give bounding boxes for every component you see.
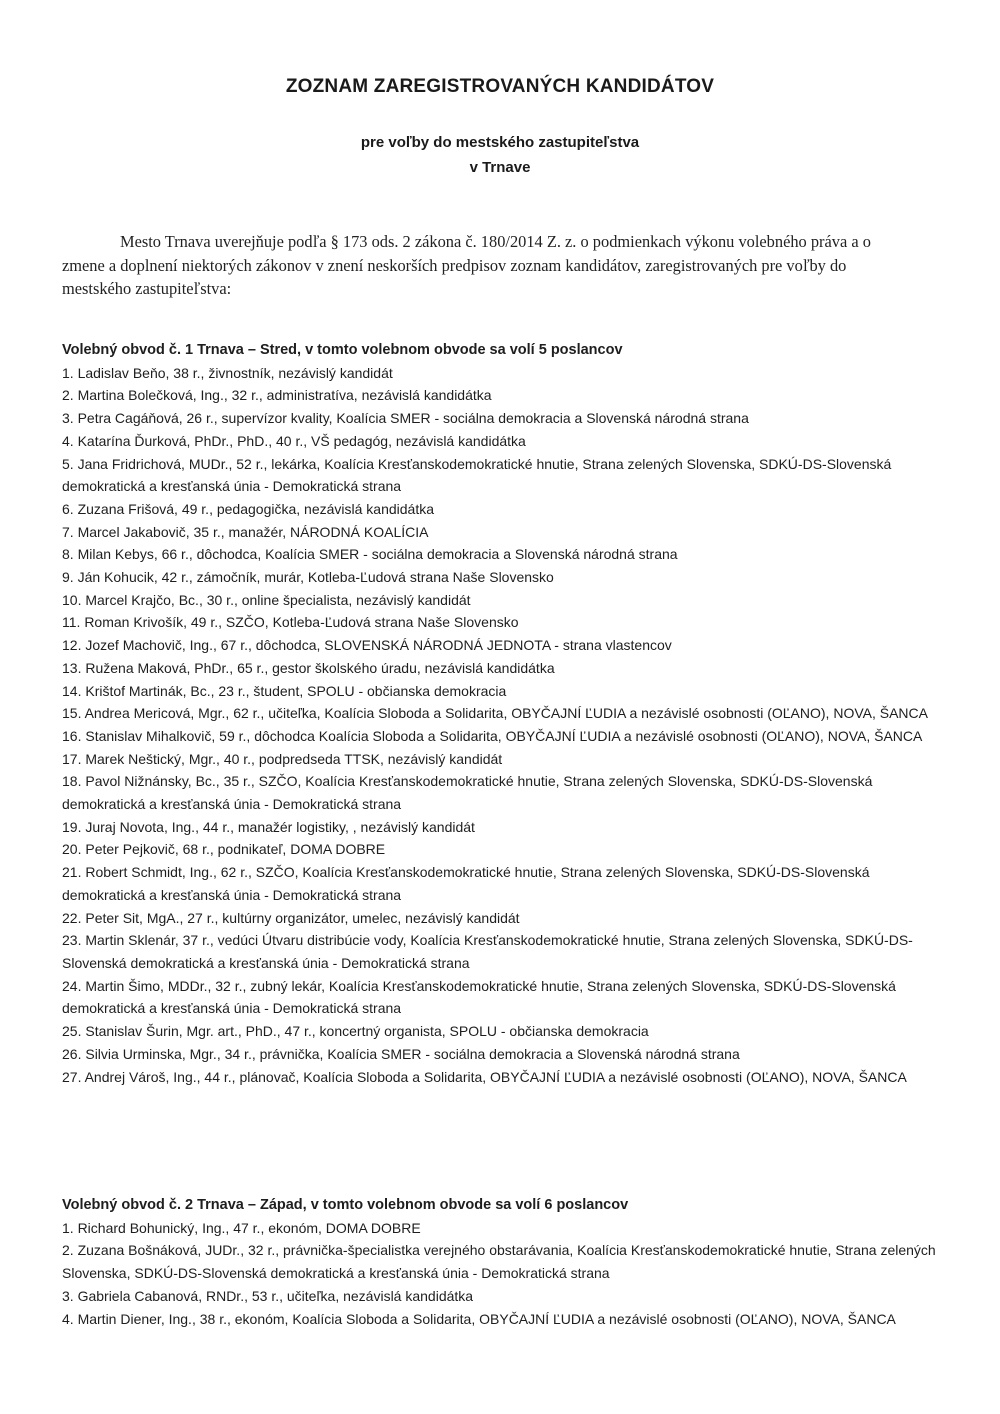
candidate-item: 7. Marcel Jakabovič, 35 r., manažér, NÁRODNÁ KOALÍCIA: [62, 523, 429, 540]
candidate-item: 16. Stanislav Mihalkovič, 59 r., dôchodca Koalícia Sloboda a Solidarita, OBYČAJNÍ ĽUDIA a nezávislé osobnosti (OĽANO), NOVA, ŠANCA: [62, 727, 923, 744]
candidate-item: 13. Ružena Maková, PhDr., 65 r., gestor školského úradu, nezávislá kandidátka: [62, 659, 555, 676]
candidate-list: [62, 362, 938, 1089]
candidate-item: 27. Andrej Vároš, Ing., 44 r., plánovač, Koalícia Sloboda a Solidarita, OBYČAJNÍ ĽUDIA a nezávislé osobnosti (OĽANO), NOVA, ŠANCA: [62, 1068, 907, 1085]
candidate-item: 26. Silvia Urminska, Mgr., 34 r., právnička, Koalícia SMER - sociálna demokracia a Slovenská národná strana: [62, 1045, 740, 1062]
candidate-item: 6. Zuzana Frišová, 49 r., pedagogička, nezávislá kandidátka: [62, 500, 434, 517]
candidate-item: 12. Jozef Machovič, Ing., 67 r., dôchodca, SLOVENSKÁ NÁRODNÁ JEDNOTA - strana vlastencov: [62, 637, 672, 654]
candidate-item: 22. Peter Sit, MgA., 27 r., kultúrny organizátor, umelec, nezávislý kandidát: [62, 909, 520, 926]
candidate-item: 1. Ladislav Beňo, 38 r., živnostník, nezávislý kandidát: [62, 364, 393, 381]
candidate-item: 24. Martin Šimo, MDDr., 32 r., zubný lekár, Koalícia Kresťanskodemokratické hnutie, Strana zelených Slovenska, SDKÚ-DS-Slovenská demokratická a kresťanská únia - Demokratická strana: [62, 977, 896, 1017]
intro-paragraph: Mesto Trnava uverejňuje podľa § 173 ods. 2 zákona č. 180/2014 Z. z. o podmienkach výkonu volebného práva a o zmene a doplnení niektorých zákonov v znení neskorších predpisov zoznam kandidátov, zaregistrovaných pre voľby do mestského zastupiteľstva:: [62, 232, 871, 298]
candidate-item: 4. Katarína Ďurková, PhDr., PhD., 40 r., VŠ pedagóg, nezávislá kandidátka: [62, 432, 526, 449]
candidate-item: 2. Zuzana Bošnáková, JUDr., 32 r., právnička-špecialistka verejného obstarávania, Koalícia Kresťanskodemokratické hnutie, Strana zelených Slovenska, SDKÚ-DS-Slovenská demokratická a kresťanská únia - Demokratická strana: [62, 1242, 936, 1282]
candidate-list: [62, 1217, 938, 1331]
candidate-item: 23. Martin Sklenár, 37 r., vedúci Útvaru distribúcie vody, Koalícia Kresťanskodemokratické hnutie, Strana zelených Slovenska, SDKÚ-DS-Slovenská demokratická a kresťanská únia - Demokratická strana: [62, 932, 913, 971]
candidate-item: 4. Martin Diener, Ing., 38 r., ekonóm, Koalícia Sloboda a Solidarita, OBYČAJNÍ ĽUDIA a nezávislé osobnosti (OĽANO), NOVA, ŠANCA: [62, 1310, 896, 1327]
document-subtitle-city: v Trnave: [469, 159, 531, 176]
candidate-item: 1. Richard Bohunický, Ing., 47 r., ekonóm, DOMA DOBRE: [62, 1219, 421, 1236]
candidate-item: 9. Ján Kohucik, 42 r., zámočník, murár, Kotleba-Ľudová strana Naše Slovensko: [62, 569, 554, 586]
district-heading: Volebný obvod č. 1 Trnava – Stred, v tomto volebnom obvode sa volí 5 poslancov: [62, 342, 623, 358]
district-section-2: [62, 1194, 938, 1330]
candidate-item: 8. Milan Kebys, 66 r., dôchodca, Koalícia SMER - sociálna demokracia a Slovenská národná strana: [62, 546, 678, 563]
candidate-item: 19. Juraj Novota, Ing., 44 r., manažér logistiky, , nezávislý kandidát: [62, 818, 475, 835]
document-subtitle: pre voľby do mestského zastupiteľstva: [360, 134, 640, 151]
candidate-item: 20. Peter Pejkovič, 68 r., podnikateľ, DOMA DOBRE: [62, 841, 386, 858]
candidate-item: 2. Martina Bolečková, Ing., 32 r., administratíva, nezávislá kandidátka: [62, 387, 492, 404]
candidate-item: 21. Robert Schmidt, Ing., 62 r., SZČO, Koalícia Kresťanskodemokratické hnutie, Strana zelených Slovenska, SDKÚ-DS-Slovenská demokratická a kresťanská únia - Demokratická strana: [62, 864, 870, 903]
candidate-item: 15. Andrea Mericová, Mgr., 62 r., učiteľka, Koalícia Sloboda a Solidarita, OBYČAJNÍ ĽUDIA a nezávislé osobnosti (OĽANO), NOVA, ŠANCA: [62, 705, 928, 722]
district-heading: Volebný obvod č. 2 Trnava – Západ, v tomto volebnom obvode sa volí 6 poslancov: [62, 1197, 629, 1213]
candidate-item: 18. Pavol Nižnánsky, Bc., 35 r., SZČO, Koalícia Kresťanskodemokratické hnutie, Strana zelených Slovenska, SDKÚ-DS-Slovenská demokratická a kresťanská únia - Demokratická strana: [62, 773, 873, 813]
candidate-item: 3. Gabriela Cabanová, RNDr., 53 r., učiteľka, nezávislá kandidátka: [62, 1287, 474, 1304]
candidate-item: 25. Stanislav Šurin, Mgr. art., PhD., 47 r., koncertný organista, SPOLU - občianska demokracia: [62, 1023, 649, 1040]
district-section-1: [62, 339, 938, 1088]
candidate-item: 11. Roman Krivošík, 49 r., SZČO, Kotleba-Ľudová strana Naše Slovensko: [62, 614, 519, 631]
candidate-item: 3. Petra Cagáňová, 26 r., supervízor kvality, Koalícia SMER - sociálna demokracia a Slovenská národná strana: [62, 410, 749, 427]
candidate-item: 10. Marcel Krajčo, Bc., 30 r., online špecialista, nezávislý kandidát: [62, 591, 471, 608]
candidate-item: 5. Jana Fridrichová, MUDr., 52 r., lekárka, Koalícia Kresťanskodemokratické hnutie, Strana zelených Slovenska, SDKÚ-DS-Slovenská demokratická a kresťanská únia - Demokratická strana: [62, 455, 892, 495]
candidate-item: 17. Marek Neštický, Mgr., 40 r., podpredseda TTSK, nezávislý kandidát: [62, 750, 503, 767]
candidate-item: 14. Krištof Martinák, Bc., 23 r., študent, SPOLU - občianska demokracia: [62, 682, 507, 699]
document-title: ZOZNAM ZAREGISTROVANÝCH KANDIDÁTOV: [285, 76, 715, 97]
